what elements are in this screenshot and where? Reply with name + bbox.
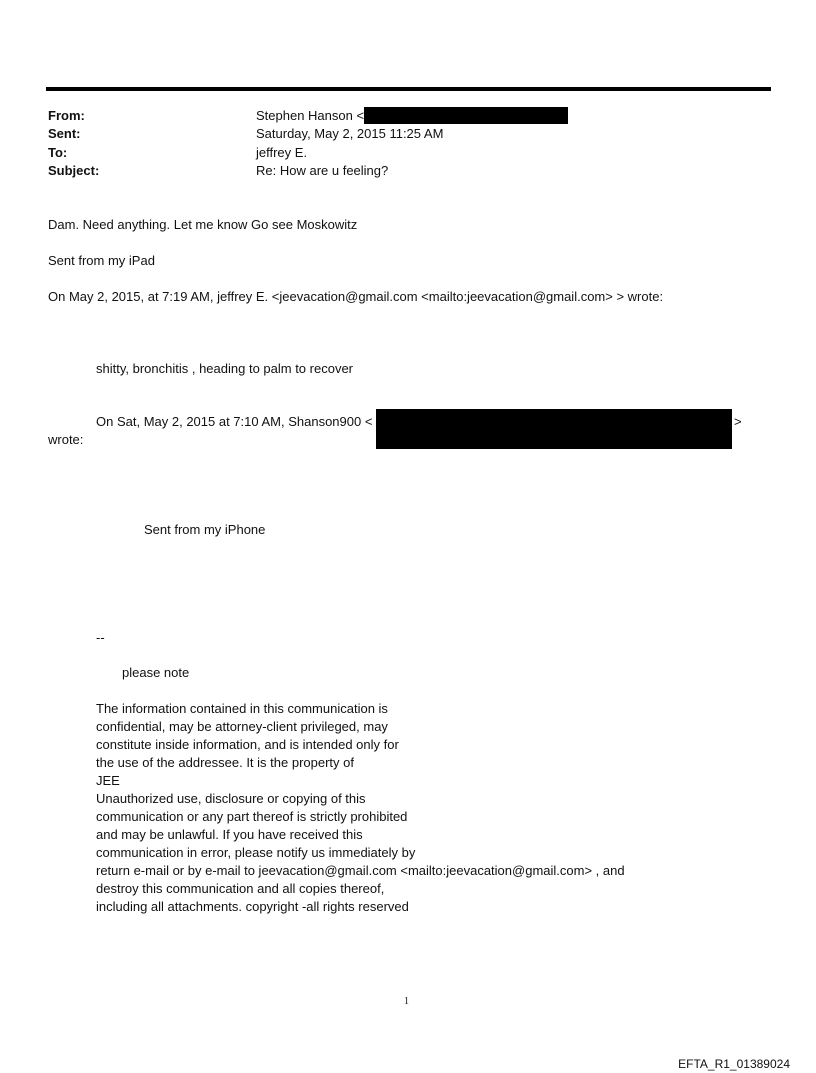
to-value: jeffrey E. bbox=[256, 145, 308, 160]
message-signature: Sent from my iPad bbox=[48, 253, 155, 268]
from-value: Stephen Hanson < bbox=[256, 108, 365, 123]
disclaimer-line: return e-mail or by e-mail to jeevacation@gmail.com <mailto:jeevacation@gmail.com> , and bbox=[96, 863, 625, 878]
from-redaction bbox=[364, 107, 568, 124]
inner-quote-wrote: wrote: bbox=[48, 432, 84, 447]
quote-header: On May 2, 2015, at 7:19 AM, jeffrey E. <jeevacation@gmail.com <mailto:jeevacation@gmail.com> > wrote: bbox=[48, 289, 664, 304]
email-redaction bbox=[376, 409, 732, 449]
disclaimer-line: destroy this communication and all copies thereof, bbox=[96, 881, 385, 896]
disclaimer-line: Unauthorized use, disclosure or copying of this bbox=[96, 791, 366, 806]
disclaimer-line: confidential, may be attorney-client privileged, may bbox=[96, 719, 388, 734]
page-number: 1 bbox=[404, 996, 409, 1007]
disclaimer-block bbox=[96, 700, 625, 916]
disclaimer-line: communication or any part thereof is strictly prohibited bbox=[96, 809, 408, 824]
subject-label: Subject: bbox=[48, 163, 100, 178]
signature-separator: -- bbox=[96, 630, 105, 645]
please-note: please note bbox=[122, 665, 190, 680]
bates-number: EFTA_R1_01389024 bbox=[678, 1057, 790, 1071]
disclaimer-line: The information contained in this communication is bbox=[96, 701, 388, 716]
disclaimer-line: including all attachments. copyright -all rights reserved bbox=[96, 899, 409, 914]
header-divider bbox=[46, 87, 771, 91]
message-body-line: Dam. Need anything. Let me know Go see Moskowitz bbox=[48, 217, 358, 232]
subject-value: Re: How are u feeling? bbox=[256, 163, 389, 178]
sent-value: Saturday, May 2, 2015 11:25 AM bbox=[256, 126, 444, 141]
disclaimer-line: and may be unlawful. If you have received this bbox=[96, 827, 363, 842]
disclaimer-line: communication in error, please notify us immediately by bbox=[96, 845, 416, 860]
inner-signature: Sent from my iPhone bbox=[144, 522, 266, 537]
sent-label: Sent: bbox=[48, 126, 81, 141]
inner-quote-header: On Sat, May 2, 2015 at 7:10 AM, Shanson900 < bbox=[96, 414, 373, 429]
disclaimer-line: constitute inside information, and is intended only for bbox=[96, 737, 399, 752]
reply-text: shitty, bronchitis , heading to palm to recover bbox=[96, 361, 353, 376]
from-label: From: bbox=[48, 108, 85, 123]
inner-quote-bracket: > bbox=[734, 414, 742, 429]
to-label: To: bbox=[48, 145, 68, 160]
disclaimer-line: the use of the addressee. It is the property of bbox=[96, 755, 354, 770]
disclaimer-line: JEE bbox=[96, 773, 120, 788]
